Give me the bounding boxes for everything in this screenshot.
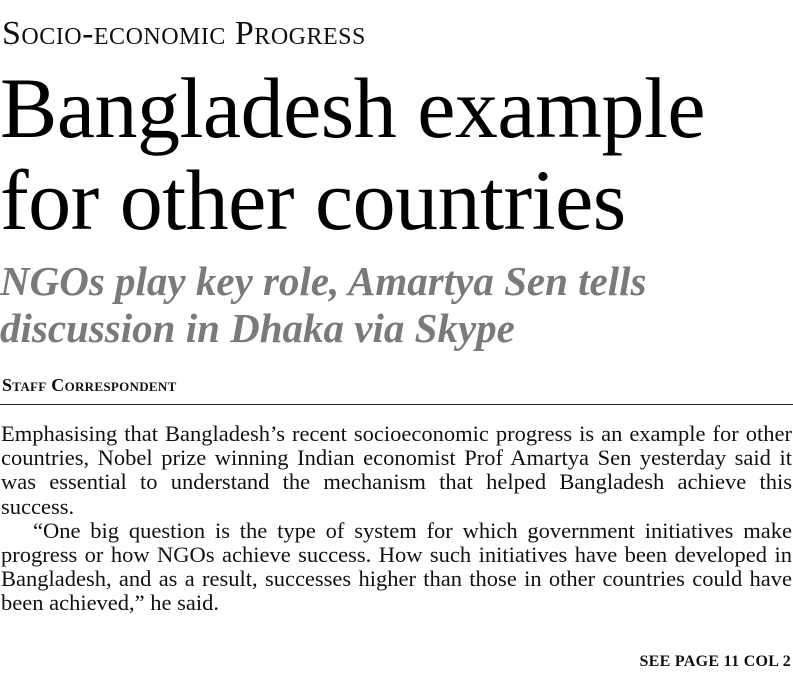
article-body	[1, 422, 792, 616]
byline: Staff Correspondent	[2, 375, 177, 395]
body-paragraph-1: Emphasising that Bangladesh’s recent socioeconomic progress is an example for other countries, Nobel prize winning Indian economist Prof Amartya Sen yesterday said it was essential to understand the mechanism that helped Bangladesh achieve this success.	[1, 421, 792, 519]
body-paragraph-2: “One big question is the type of system for which government initiatives make progress or how NGOs achieve success. How such initiatives have been developed in Bangladesh, and as a result, successes higher than those in other countries could have been achieved,” he said.	[1, 517, 792, 616]
headline	[0, 62, 793, 246]
subheadline-line-1: NGOs play key role, Amartya Sen tells	[0, 258, 647, 304]
headline-line-2: for other countries	[0, 152, 626, 248]
subheadline-line-2: discussion in Dhaka via Skype	[0, 305, 515, 351]
section-kicker: Socio-economic Progress	[2, 15, 366, 52]
continuation-jump-line: SEE PAGE 11 COL 2	[639, 653, 791, 670]
headline-line-1: Bangladesh example	[0, 60, 706, 156]
divider-rule	[0, 404, 793, 405]
subheadline	[0, 258, 793, 352]
